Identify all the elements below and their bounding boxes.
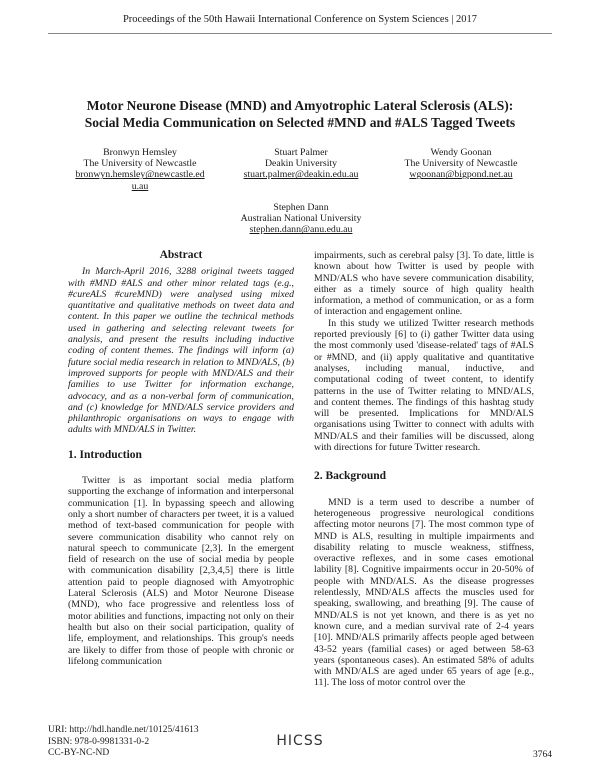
paper-title-line-1: Motor Neurone Disease (MND) and Amyotrophic Lateral Sclerosis (ALS):: [86, 98, 514, 113]
author-block-1: [60, 147, 220, 192]
author-email[interactable]: wgoonan@bigpond.net.au: [409, 169, 513, 181]
hicss-logo: HICSS: [276, 733, 324, 749]
introduction-heading: 1. Introduction: [68, 448, 142, 461]
author-affiliation: Australian National University: [240, 213, 362, 225]
author-affiliation: The University of Newcastle: [83, 158, 197, 170]
author-name: Stephen Dann: [273, 202, 329, 213]
author-affiliation: The University of Newcastle: [404, 158, 518, 170]
footer-license: CC-BY-NC-ND: [48, 748, 110, 758]
introduction-text: Twitter is as important social media platform supporting the exchange of information and interpersonal communication [1]. In bypassing speech and allowing only a short number of characters per tweet, it is a valued method of text-based communication for people with severe communication disability who cannot rely on natural speech to communicate [2,3]. In the emergent field of research on the use of social media by people with communication disability [2,3,4,5] there is little attention paid to people diagnosed with Amyotrophic Lateral Sclerosis (ALS) and Motor Neurone Disease (MND), who face progressive and relentless loss of motor abilities and functions, impacting not only on their health but also on their social participation, quality of life, employment, and relationships. This group's needs are likely to differ from those of people with chronic or lifelong communication: [68, 475, 294, 667]
author-block-3: [382, 147, 540, 181]
abstract-text: In March-April 2016, 3288 original tweets tagged with #MND #ALS and other minor related tags (e.g., #cureALS #cureMND) were analysed using mixed quantitative and qualitative methods on tweet data and content. In this paper we outline the technical methods used in gathering and selecting relevant tweets for analysis, and present the results including inductive coding of content themes. The findings will inform (a) future social media research in relation to MND/ALS, (b) improved supports for people with MND/ALS and their families to use Twitter for information exchange, advocacy, and as a non-verbal form of communication, and (c) knowledge for MND/ALS service providers and philanthropic organisations on ways to engage with adults with MND/ALS in Twitter.: [68, 266, 294, 436]
author-email[interactable]: bronwyn.hemsley@newcastle.ed: [75, 169, 205, 181]
author-name: Bronwyn Hemsley: [103, 147, 177, 158]
page-number: 3764: [533, 750, 552, 760]
author-block-2: [226, 147, 376, 181]
author-block-4: [226, 202, 376, 236]
author-name: Stuart Palmer: [274, 147, 328, 158]
footer-uri[interactable]: URI: http://hdl.handle.net/10125/41613: [48, 725, 199, 735]
background-heading: 2. Background: [314, 470, 387, 483]
running-header: Proceedings of the 50th Hawaii International Conference on System Sciences | 2017: [122, 14, 478, 25]
paper-title: [40, 97, 560, 131]
left-column: [68, 250, 294, 667]
abstract-heading: Abstract: [159, 249, 203, 261]
background-text: MND is a term used to describe a number of heterogeneous progressive neurological conditions affecting motor neurons [7]. The most common type of MND is ALS, resulting in multiple impairments and disability relating to muscle weakness, stiffness, overactive reflexes, and in some cases emotional lability [8]. Cognitive impairments occur in 20-50% of people with MND/ALS. As the disease progresses relentlessly, MND/ALS affects the muscles used for speaking, swallowing, and breathing [9]. The cause of MND/ALS is not yet known, and there is as yet no known cure, and a median survival rate of 2-4 years [10]. MND/ALS primarily affects people aged between 43-52 years (familial cases) or aged between 58-63 years (spontaneous cases). An estimated 58% of adults with MND/ALS are aged under 65 years of age [e.g., 11]. The loss of motor control over the: [314, 496, 534, 689]
author-email[interactable]: stuart.palmer@deakin.edu.au: [243, 169, 359, 181]
header-rule: [48, 33, 552, 34]
author-name: Wendy Goonan: [430, 147, 492, 158]
right-paragraph-2: In this study we utilized Twitter research methods reported previously [6] to (i) gather Twitter data using the most commonly used 'disease-related' tags of #ALS or #MND, and (ii) apply qualitative and quantitative analyses, including manual, inductive, and computational coding of tweet content, to identify patterns in the use of Twitter relating to MND/ALS, and content themes. The findings of this hashtag study will be presented. Implications for MND/ALS organisations using Twitter to connect with adults with MND/ALS and their families will be discussed, along with directions for future Twitter research.: [314, 317, 534, 454]
author-email[interactable]: stephen.dann@anu.edu.au: [249, 224, 353, 236]
author-email-continued[interactable]: u.au: [131, 180, 149, 192]
author-affiliation: Deakin University: [264, 158, 338, 170]
right-paragraph-1: impairments, such as cerebral palsy [3]. To date, little is known about how Twitter is used by people with MND/ALS who have severe communication disability, either as a timely source of high quality health information, a method of communication, or as a form of interaction and engagement online.: [314, 250, 534, 318]
footer-isbn: ISBN: 978-0-9981331-0-2: [48, 736, 150, 747]
paper-title-line-2: Social Media Communication on Selected #MND and #ALS Tagged Tweets: [84, 115, 516, 130]
right-column: [314, 250, 534, 689]
